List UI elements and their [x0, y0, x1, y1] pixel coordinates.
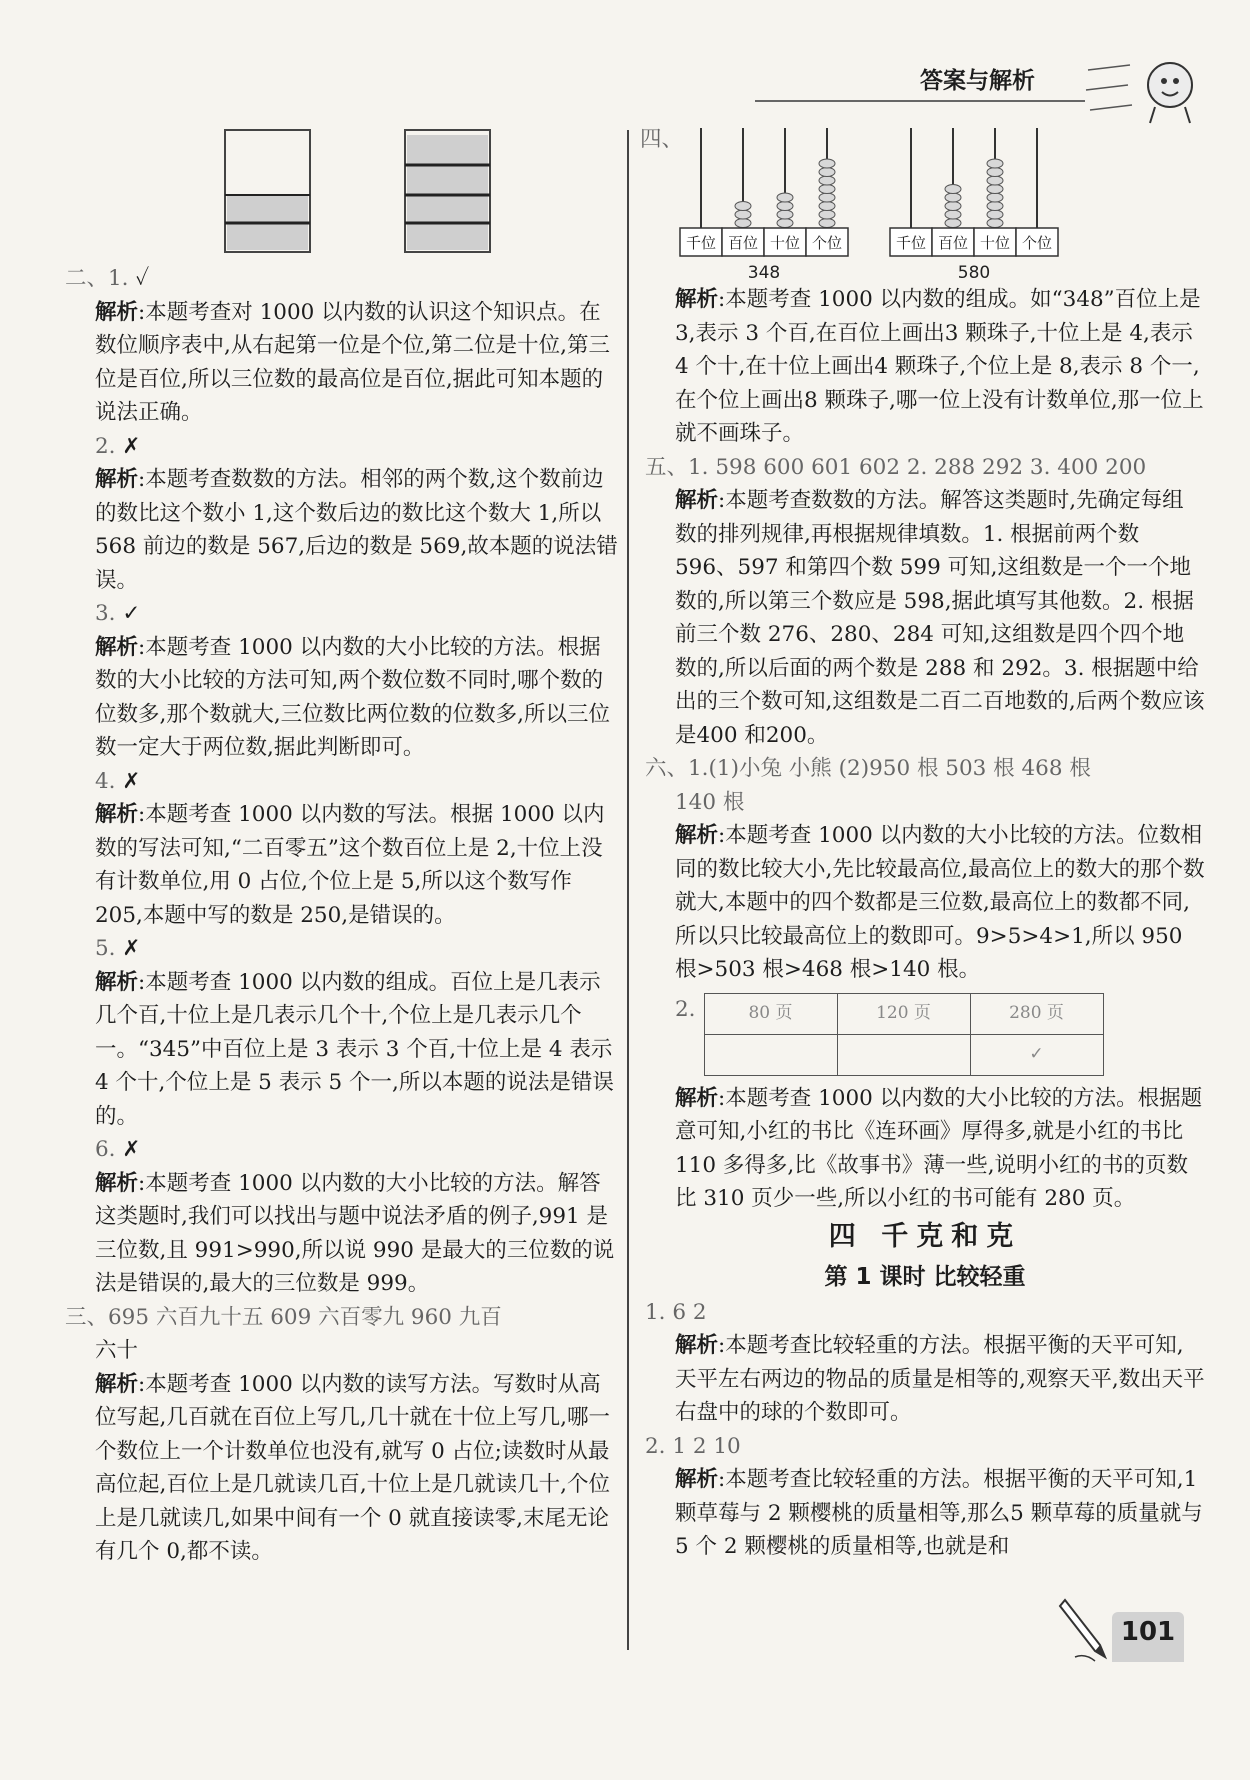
abacus-bead [987, 210, 1003, 219]
place-label: 百位 [727, 234, 759, 252]
left-column [65, 262, 620, 1569]
unit-title: 四 千克和克 [828, 1220, 1022, 1252]
explanation-3: 解析:本题考查 1000 以内数的读写方法。写数时从高位写起,几百就在百位上写几,几十就在十位上写几,哪一个数位上一个计数单位也没有,就写 0 占位;读数时从最高位起,百位上是几就读几百,十位上是几就读几十,个位上是几就读几,如果中间有一个 0 就直接读零,末尾无论有几个 0,都不读。 [95, 1371, 611, 1564]
abacus-bead [945, 210, 961, 219]
answer-6-2: 2. 80 页 120 页 280 页 ✓ [645, 993, 1205, 1076]
explanation-2-2: 解析:本题考查数数的方法。相邻的两个数,这个数前边的数比这个数小 1,这个数后边的数比这个数大 1,所以 568 前边的数是 567,后边的数是 569,故本题的说法错误。 [95, 467, 618, 593]
column-divider [627, 130, 629, 1650]
abacus-bead [777, 202, 793, 211]
section-4-number: 四、 [640, 127, 684, 152]
right-column [645, 283, 1205, 1564]
pages-mark-1 [704, 1034, 837, 1075]
abacus-bead [777, 193, 793, 202]
place-label: 个位 [811, 234, 843, 252]
abacus-bead [735, 219, 751, 228]
abacus-number-label: 580 [957, 263, 991, 280]
place-label: 个位 [1021, 234, 1053, 252]
abacus-bead [987, 219, 1003, 228]
explanation-2-4: 解析:本题考查 1000 以内数的写法。根据 1000 以内数的写法可知,“二百零五”这个数百位上是 2,十位上没有计数单位,用 0 占位,个位上是 5,所以这个数写作 205,本题中写的数是 250,是错误的。 [95, 802, 605, 928]
answer-k1: 1. 6 2 [645, 1299, 707, 1325]
abacus-bead [987, 202, 1003, 211]
abacus-number-label: 348 [747, 263, 781, 280]
explanation-2-3: 解析:本题考查 1000 以内数的大小比较的方法。根据数的大小比较的方法可知,两个数位数不同时,哪个数的位数多,那个数就大,三位数比两位数的位数多,所以三位数一定大于两位数,据此判断即可。 [95, 634, 611, 760]
abacus-bead [819, 202, 835, 211]
page-number: 101 [1120, 1617, 1176, 1647]
lesson-title: 第 1 课时 比较轻重 [824, 1263, 1026, 1290]
pages-option-1: 80 页 [704, 993, 837, 1034]
explanation-2-5: 解析:本题考查 1000 以内数的组成。百位上是几表示几个百,十位上是几表示几个十,个位上是几表示几个一。“345”中百位上是 3 表示 3 个百,十位上是 4 表示 4 个十,个位上是 5 表示 5 个一,所以本题的说法是错误的。 [95, 969, 614, 1129]
cross-mark: ✗ [122, 768, 141, 794]
abacus-bead [819, 219, 835, 228]
answer-3: 三、695 六百九十五 609 六百零九 960 九百 [65, 1304, 502, 1330]
explanation-k2: 解析:本题考查比较轻重的方法。根据平衡的天平可知,1 颗草莓与 2 颗樱桃的质量相等,那么5 颗草莓的质量就与 5 个 2 颗樱桃的质量相等,也就是和 [675, 1467, 1203, 1559]
abacus-bead [819, 185, 835, 194]
abacus-bead [987, 185, 1003, 194]
pages-option-3: 280 页 [970, 993, 1103, 1034]
explanation-6-1: 解析:本题考查 1000 以内数的大小比较的方法。位数相同的数比较大小,先比较最高位,最高位上的数大的那个数就大,本题中的四个数都是三位数,最高位上的数都不同,所以只比较最高位上的数即可。9>5>4>1,所以 950 根>503 根>468 根>140 根。 [675, 823, 1205, 982]
explanation-2-1: 解析:本题考查对 1000 以内数的认识这个知识点。在数位顺序表中,从右起第一位是个位,第二位是十位,第三位是百位,所以三位数的最高位是百位,据此可知本题的说法正确。 [95, 299, 611, 425]
abacus-bead [987, 193, 1003, 202]
answer-3-cont: 六十 [95, 1338, 139, 1363]
place-label: 十位 [769, 234, 801, 252]
cross-mark: ✗ [122, 936, 141, 961]
abacus-bead [945, 193, 961, 202]
abacus-bead [987, 176, 1003, 185]
answer-5: 五、1. 598 600 601 602 2. 288 292 3. 400 200 [645, 454, 1147, 480]
abacus-bead [945, 219, 961, 228]
abacus-348 [680, 128, 848, 280]
jar-left [225, 130, 310, 252]
abacus-bead [735, 202, 751, 211]
abacus-bead [777, 219, 793, 228]
abacus-bead [987, 168, 1003, 177]
check-mark: ✓ [122, 601, 141, 626]
answer-2-4: 4. ✗ [95, 768, 141, 794]
explanation-2-6: 解析:本题考查 1000 以内数的大小比较的方法。解答这类题时,我们可以找出与题中说法矛盾的例子,991 是三位数,且 991>990,所以说 990 是最大的三位数的说法是错误的,最大的三位数是 999。 [95, 1170, 615, 1296]
abacus-bead [777, 210, 793, 219]
place-label: 千位 [685, 234, 717, 252]
answer-k2: 2. 1 2 10 [645, 1433, 741, 1459]
pencil-icon [1055, 1595, 1115, 1665]
abacus-bead [819, 193, 835, 202]
bead-jar-figure [210, 125, 540, 260]
abacus-bead [819, 168, 835, 177]
answer-2-2: 2. ✗ [95, 433, 141, 459]
place-label: 千位 [895, 234, 927, 252]
pages-mark-2 [837, 1034, 970, 1075]
abacus-bead [735, 210, 751, 219]
abacus-bead [945, 202, 961, 211]
pages-table [704, 993, 1104, 1076]
explanation-6-2: 解析:本题考查 1000 以内数的大小比较的方法。根据题意可知,小红的书比《连环画》厚得多,就是小红的书比 110 多得多,比《故事书》薄一些,说明小红的书的页数比 310 页少一些,所以小红的书可能有 280 页。 [675, 1085, 1203, 1211]
place-label: 十位 [979, 234, 1011, 252]
answer-2-5: 5. ✗ [95, 936, 141, 961]
answer-6-1: 六、1.(1)小兔 小熊 (2)950 根 503 根 468 根 [645, 756, 1091, 781]
answer-2-3: 3. ✓ [95, 601, 141, 626]
explanation-k1: 解析:本题考查比较轻重的方法。根据平衡的天平可知,天平左右两边的物品的质量是相等的,观察天平,数出天平右盘中的球的个数即可。 [675, 1333, 1205, 1425]
abacus-bead [945, 185, 961, 194]
abacus-bead [819, 159, 835, 168]
answer-2-6: 6. ✗ [95, 1137, 141, 1162]
abacus-figure [670, 120, 1090, 280]
abacus-bead [987, 159, 1003, 168]
abacus-580 [890, 128, 1058, 280]
page-header-title: 答案与解析 [920, 68, 1035, 94]
pages-option-2: 120 页 [837, 993, 970, 1034]
abacus-bead [819, 210, 835, 219]
mascot-logo [1080, 45, 1200, 135]
header-rule [755, 100, 1085, 102]
answer-6-1-cont: 140 根 [675, 789, 745, 815]
abacus-bead [819, 176, 835, 185]
cross-mark: ✗ [122, 1137, 141, 1162]
explanation-4: 解析:本题考查 1000 以内数的组成。如“348”百位上是 3,表示 3 个百,在百位上画出3 颗珠子,十位上是 4,表示 4 个十,在十位上画出4 颗珠子,个位上是 8,表示 8 个一,在个位上画出8 颗珠子,哪一位上没有计数单位,那一位上就不画珠子。 [675, 287, 1204, 446]
check-mark: ✓ [135, 266, 150, 291]
place-label: 百位 [937, 234, 969, 252]
pages-mark-3: ✓ [970, 1034, 1103, 1075]
answer-2-1: 二、1. ✓ [65, 266, 150, 291]
cross-mark: ✗ [122, 433, 141, 459]
jar-right [405, 130, 490, 252]
explanation-5: 解析:本题考查数数的方法。解答这类题时,先确定每组数的排列规律,再根据规律填数。1. 根据前两个数 596、597 和第四个数 599 可知,这组数是一个一个地数的,所以第三个数应是 598,据此填写其他数。2. 根据前三个数 276、280、284 可知,这组数是四个四个地数的,所以后面的两个数是 288 和 292。3. 根据题中给出的三个数可知,这组数是二百二百地数的,后两个数应该是400 和200。 [675, 488, 1205, 748]
